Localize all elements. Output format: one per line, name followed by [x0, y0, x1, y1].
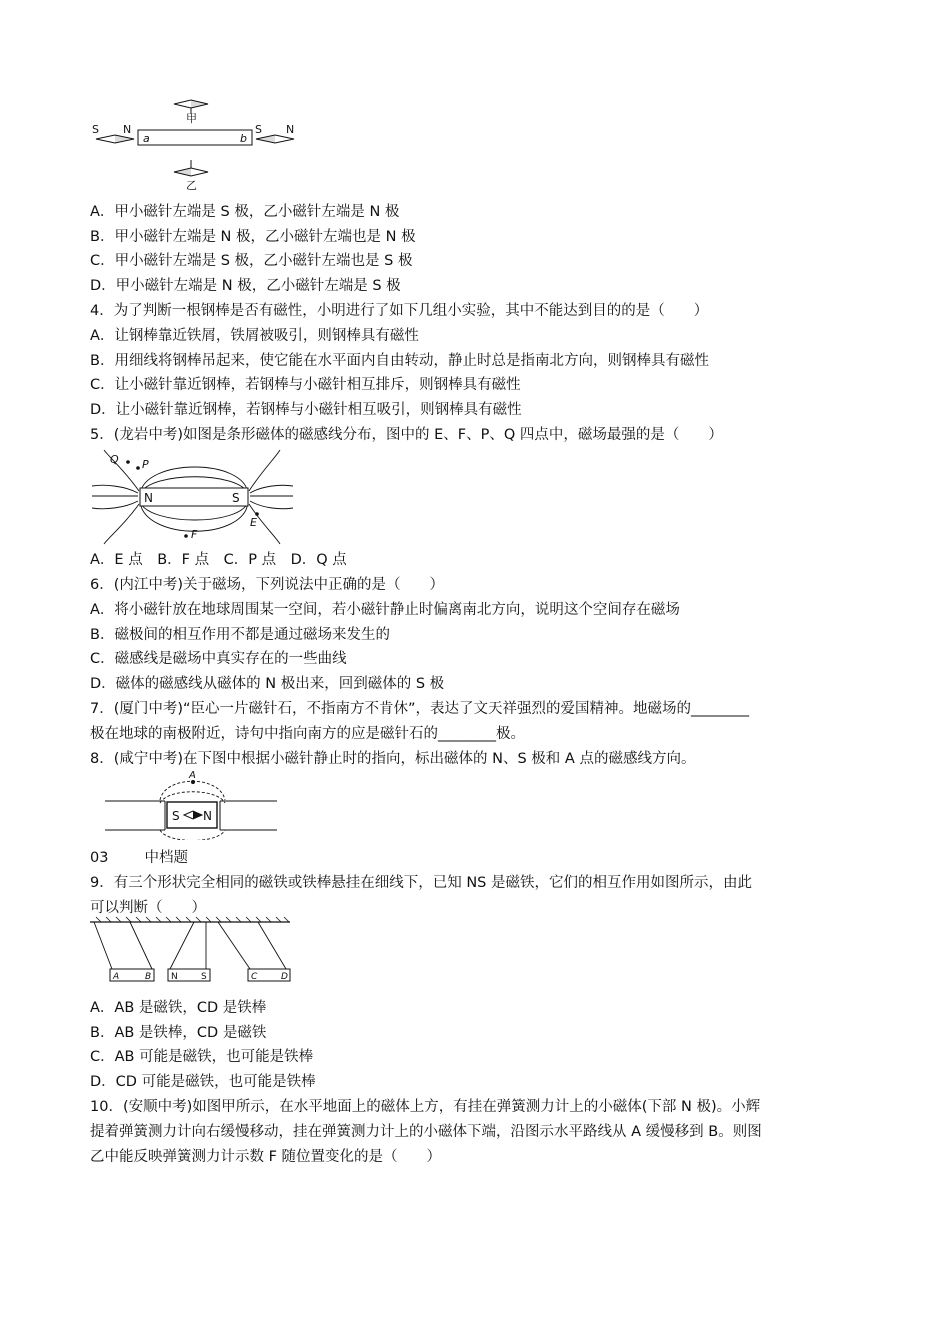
- q6-option-a: A．将小磁针放在地球周围某一空间，若小磁针静止时偏离南北方向，说明这个空间存在磁场: [90, 602, 680, 618]
- figure-suspended-bars: [90, 916, 295, 984]
- label-bar-C: C: [251, 972, 258, 982]
- q8-stem: 8．(咸宁中考)在下图中根据小磁针静止时的指向，标出磁体的 N、S 极和 A 点的磁感线方向。: [90, 751, 696, 767]
- label-bar-S: S: [201, 972, 207, 982]
- label-yi: 乙: [186, 179, 197, 192]
- label-right-S: S: [255, 123, 262, 136]
- q4-option-b: B．用细线将钢棒吊起来，使它能在水平面内自由转动，静止时总是指南北方向，则钢棒具有磁性: [90, 353, 709, 369]
- figure-field-lines: [90, 446, 295, 546]
- q3-option-a: A．甲小磁针左端是 S 极，乙小磁针左端是 N 极: [90, 204, 400, 220]
- q6-option-b: B．磁极间的相互作用不都是通过磁场来发生的: [90, 627, 390, 643]
- label-compass-S: S: [172, 809, 180, 823]
- section-title: 中档题: [144, 850, 188, 866]
- figure-compass-between-magnets: [105, 770, 280, 840]
- label-compass-N: N: [203, 809, 212, 823]
- q10-line-1: 10．(安顺中考)如图甲所示，在水平地面上的磁体上方，有挂在弹簧测力计上的小磁体(下部 N 极)。小辉: [90, 1099, 761, 1115]
- q9-option-b: B．AB 是铁棒，CD 是磁铁: [90, 1025, 267, 1041]
- q6-stem: 6．(内江中考)关于磁场，下列说法中正确的是（ ）: [90, 577, 445, 593]
- label-F: F: [191, 528, 198, 541]
- label-a: a: [143, 132, 150, 145]
- q9-line-1: 9．有三个形状完全相同的磁铁或铁棒悬挂在细线下，已知 NS 是磁铁，它们的相互作用如图所示，由此: [90, 875, 752, 891]
- label-P: P: [142, 458, 149, 471]
- q3-option-c: C．甲小磁针左端是 S 极，乙小磁针左端也是 S 极: [90, 253, 413, 269]
- q5-stem: 5．(龙岩中考)如图是条形磁体的磁感线分布，图中的 E、F、P、Q 四点中，磁场最强的是（ ）: [90, 427, 723, 443]
- label-A: A: [189, 770, 196, 781]
- label-left-N: N: [123, 123, 132, 136]
- q4-option-d: D．让小磁针靠近钢棒，若钢棒与小磁针相互吸引，则钢棒具有磁性: [90, 402, 522, 418]
- q9-option-a: A．AB 是磁铁，CD 是铁棒: [90, 1000, 267, 1016]
- label-right-N: N: [286, 123, 295, 136]
- label-left-S: S: [92, 123, 99, 136]
- q3-option-d: D．甲小磁针左端是 N 极，乙小磁针左端是 S 极: [90, 278, 401, 294]
- label-jia: 甲: [186, 112, 197, 125]
- q7-line-2: 极在地球的南极附近，诗句中指向南方的应是磁针石的________极。: [90, 726, 525, 742]
- label-E: E: [250, 516, 257, 529]
- q4-option-a: A．让钢棒靠近铁屑，铁屑被吸引，则钢棒具有磁性: [90, 328, 419, 344]
- figure-bar-magnet-compasses: [90, 96, 305, 192]
- q9-option-c: C．AB 可能是磁铁，也可能是铁棒: [90, 1049, 314, 1065]
- label-bar-N: N: [171, 972, 178, 982]
- q9-option-d: D．CD 可能是磁铁，也可能是铁棒: [90, 1074, 316, 1090]
- label-Q: Q: [110, 453, 119, 466]
- label-bar-A: A: [113, 972, 120, 982]
- q4-stem: 4．为了判断一根钢棒是否有磁性，小明进行了如下几组小实验，其中不能达到目的的是（ ）: [90, 303, 709, 319]
- section-number: 03: [90, 850, 109, 866]
- q9-line-2: 可以判断（ ）: [90, 900, 206, 916]
- label-b: b: [240, 132, 247, 145]
- label-S: S: [232, 491, 240, 505]
- section-header: [90, 848, 188, 868]
- q4-option-c: C．让小磁针靠近钢棒，若钢棒与小磁针相互排斥，则钢棒具有磁性: [90, 377, 521, 393]
- q10-line-3: 乙中能反映弹簧测力计示数 F 随位置变化的是（ ）: [90, 1149, 442, 1165]
- label-bar-D: D: [281, 972, 288, 982]
- q5-options: A．E 点 B．F 点 C．P 点 D．Q 点: [90, 552, 347, 568]
- q7-line-1: 7．(厦门中考)“臣心一片磁针石，不指南方不肯休”，表达了文天祥强烈的爱国精神。地磁场的________: [90, 701, 750, 717]
- q3-option-b: B．甲小磁针左端是 N 极，乙小磁针左端也是 N 极: [90, 229, 416, 245]
- bar-ab: [138, 130, 252, 145]
- label-N: N: [144, 491, 153, 505]
- q10-line-2: 提着弹簧测力计向右缓慢移动，挂在弹簧测力计上的小磁体下端，沿图示水平路线从 A 缓慢移到 B。则图: [90, 1124, 762, 1140]
- q6-option-d: D．磁体的磁感线从磁体的 N 极出来，回到磁体的 S 极: [90, 676, 445, 692]
- q6-option-c: C．磁感线是磁场中真实存在的一些曲线: [90, 651, 347, 667]
- label-bar-B: B: [145, 972, 152, 982]
